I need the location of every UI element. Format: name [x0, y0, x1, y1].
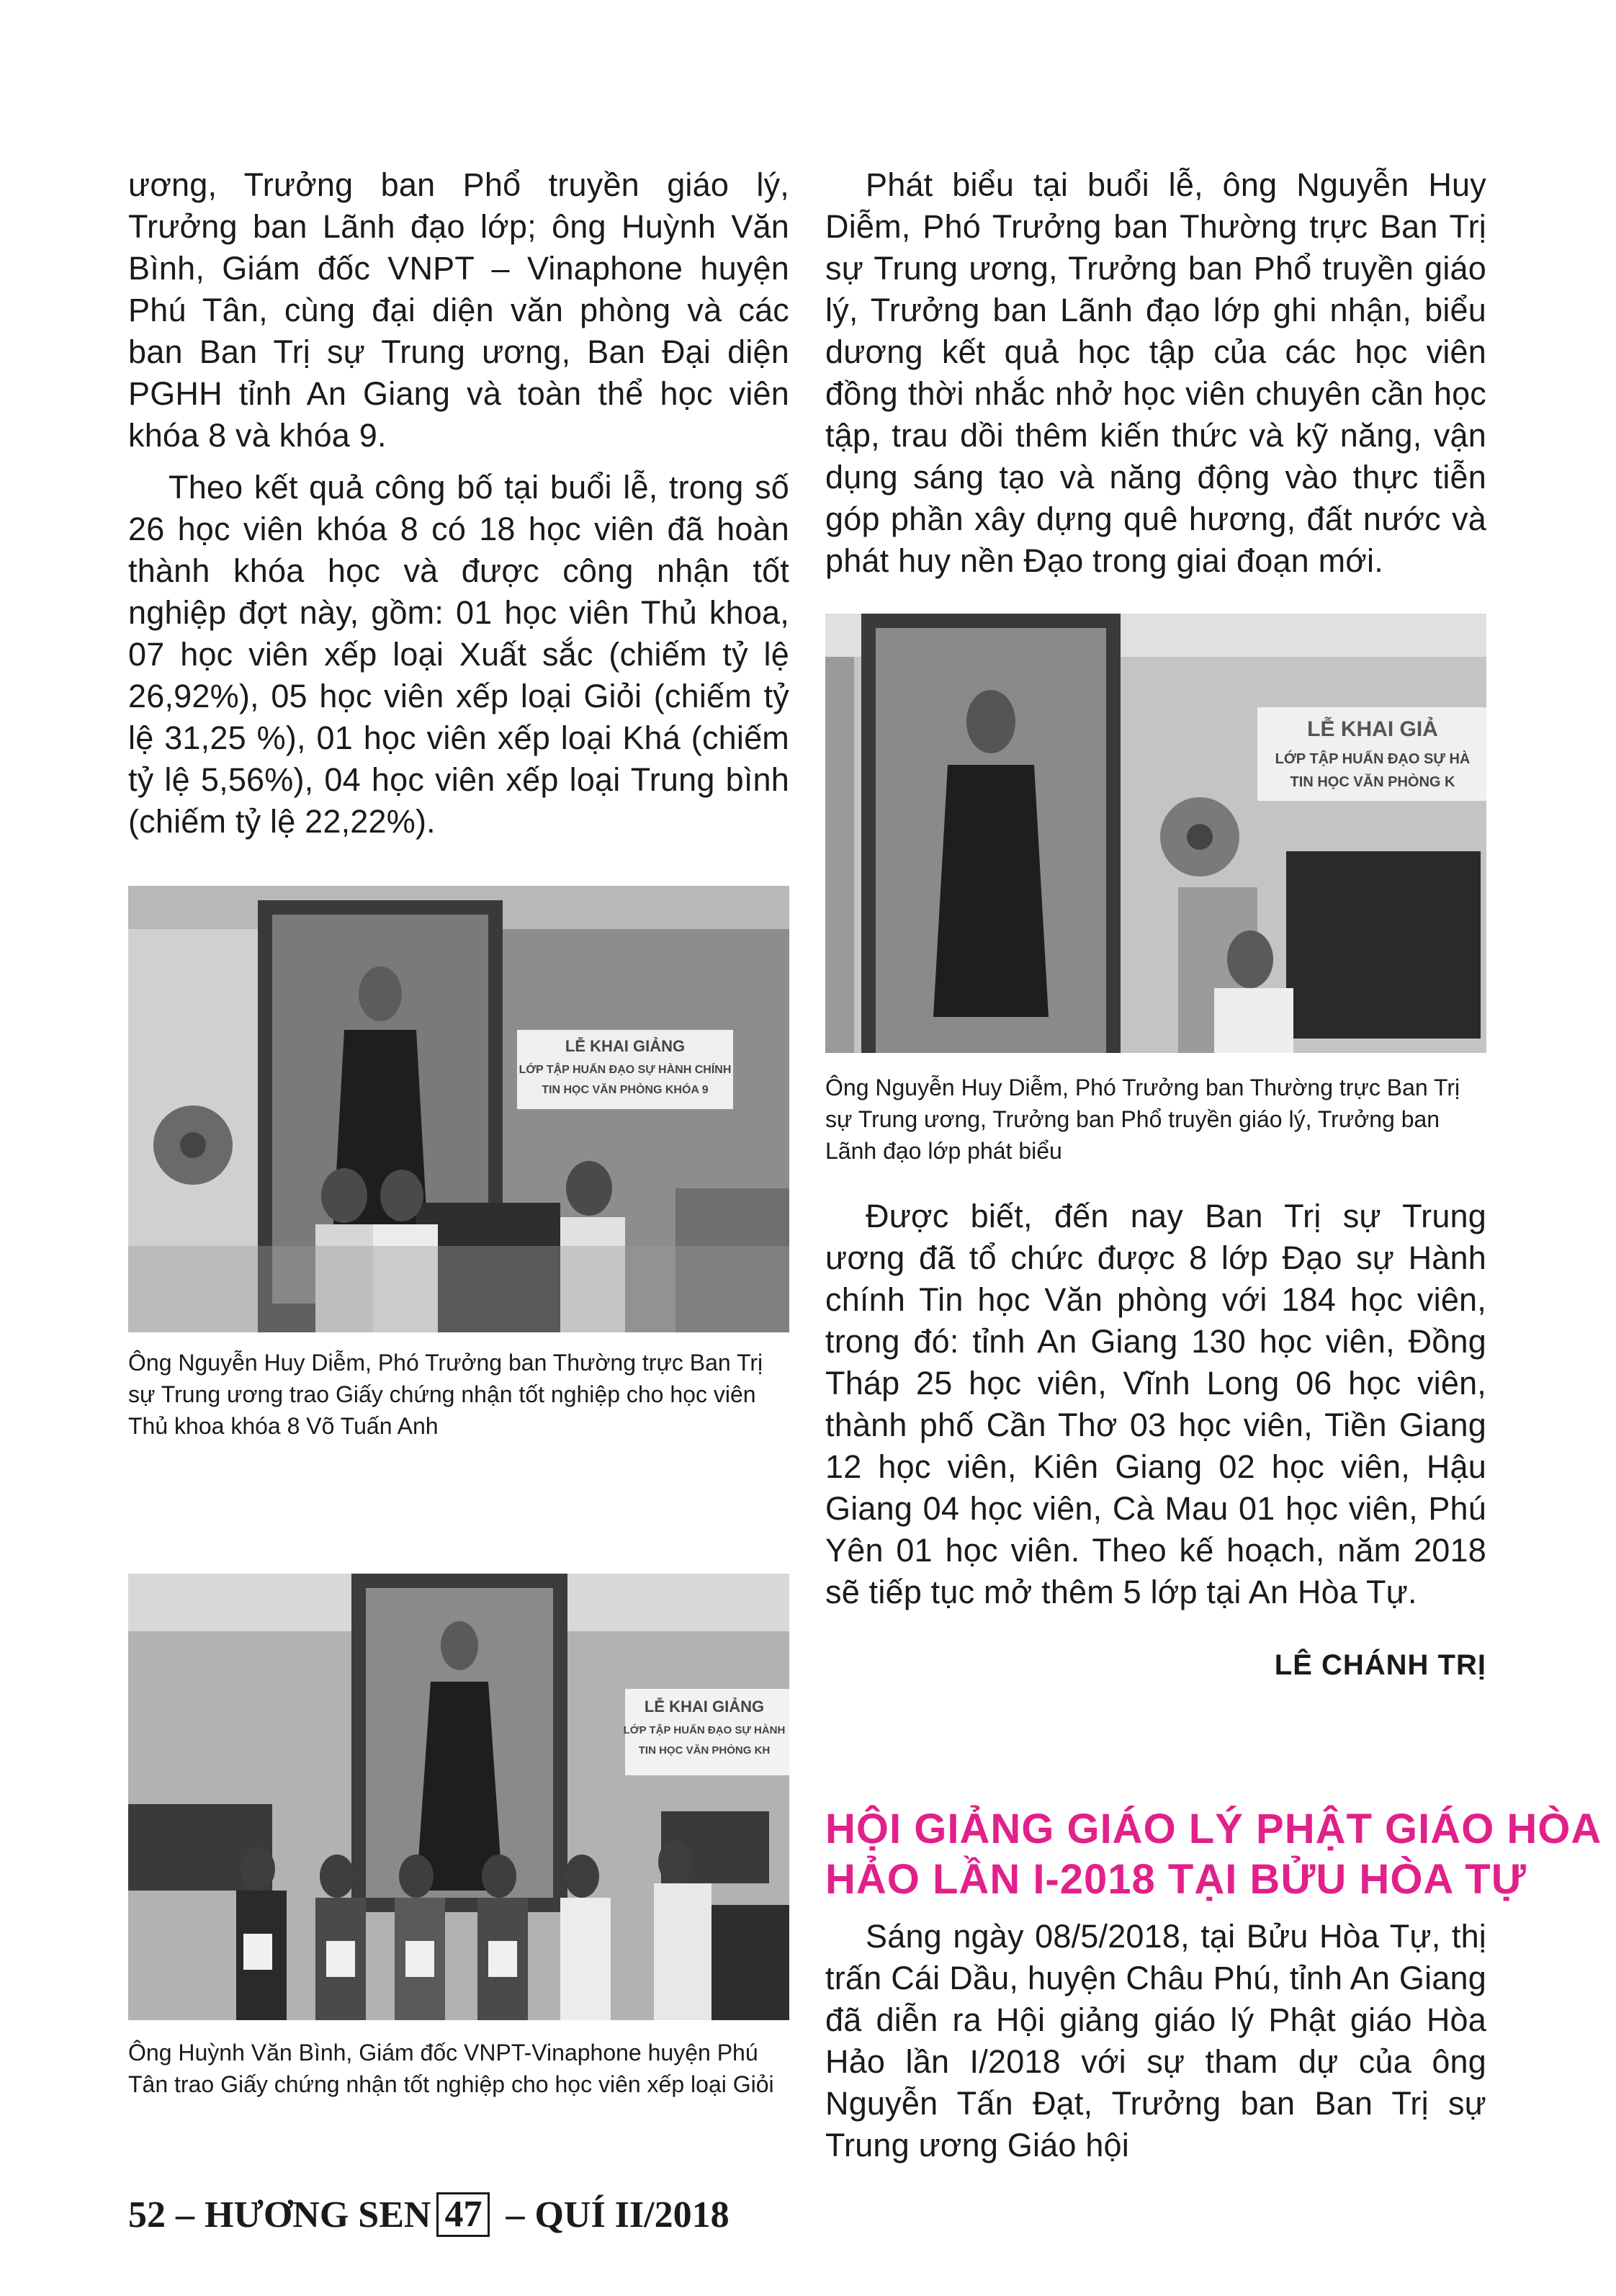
photo-2-caption: Ông Huỳnh Văn Bình, Giám đốc VNPT-Vinaphone huyện Phú Tân trao Giấy chứng nhận tốt nghiệp cho học viên xếp loại Giỏi [128, 2040, 774, 2097]
banner-text: LỄ KHAI GIẢ [1307, 717, 1438, 741]
footer-separator: – [506, 2194, 525, 2236]
photo-3-illustration [825, 614, 1486, 1053]
magazine-title: HƯƠNG SEN [205, 2194, 431, 2236]
left-column [128, 164, 789, 853]
issue-number: 47 [436, 2192, 490, 2237]
page-footer [128, 2189, 730, 2240]
banner-text: TIN HỌC VĂN PHÒNG KH [638, 1744, 771, 1757]
page-number: 52 [128, 2194, 166, 2236]
banner-text: LỚP TẬP HUẤN ĐẠO SỰ HÀNH CHÍNH [519, 1064, 732, 1076]
banner-text: LỚP TẬP HUẤN ĐẠO SỰ HÀNH [623, 1724, 786, 1736]
photo-certificate-valedictorian [128, 886, 789, 1332]
photo-speech [825, 614, 1486, 1053]
article-paragraph: Theo kết quả công bố tại buổi lễ, trong số 26 học viên khóa 8 có 18 học viên đã hoàn thành khóa học và được công nhận tốt nghiệp đợt này, gồm: 01 học viên Thủ khoa, 07 học viên xếp loại Xuất sắc (chiếm tỷ lệ 26,92%), 05 học viên xếp loại Giỏi (chiếm tỷ lệ 31,25 %), 01 học viên xếp loại Khá (chiếm tỷ lệ 5,56%), 04 học viên xếp loại Trung bình (chiếm tỷ lệ 22,22%). [128, 469, 789, 840]
article-headline [825, 1804, 1602, 1905]
article-paragraph: Sáng ngày 08/5/2018, tại Bửu Hòa Tự, thị trấn Cái Dầu, huyện Châu Phú, tỉnh An Giang đã diễn ra Hội giảng giáo lý Phật giáo Hòa Hảo lần I/2018 với sự tham dự của ông Nguyễn Tấn Đạt, Trưởng ban Ban Trị sự Trung ương Giáo hội [825, 1918, 1486, 2163]
article-paragraph: Được biết, đến nay Ban Trị sự Trung ương đã tổ chức được 8 lớp Đạo sự Hành chính Tin học Văn phòng với 184 học viên, trong đó: tỉnh An Giang 130 học viên, Đồng Tháp 25 học viên, Vĩnh Long 06 học viên, thành phố Cần Thơ 03 học viên, Tiền Giang 12 học viên, Kiên Giang 02 học viên, Hậu Giang 04 học viên, Cà Mau 01 học viên, Phú Yên 01 học viên. Theo kế hoạch, năm 2018 sẽ tiếp tục mở thêm 5 lớp tại An Hòa Tự. [825, 1198, 1486, 1610]
banner-text: LỚP TẬP HUẤN ĐẠO SỰ HÀ [1275, 751, 1471, 767]
photo-3-caption: Ông Nguyễn Huy Diễm, Phó Trưởng ban Thường trực Ban Trị sự Trung ương, Trưởng ban Phổ truyền giáo lý, Trưởng ban Lãnh đạo lớp phát biểu [825, 1075, 1460, 1164]
banner-text: LỄ KHAI GIẢNG [644, 1698, 765, 1716]
photo-certificate-good-students [128, 1574, 789, 2020]
headline-line: HỘI GIẢNG GIÁO LÝ PHẬT GIÁO HÒA [825, 1806, 1602, 1852]
photo-1-illustration [128, 886, 789, 1332]
article-paragraph: Phát biểu tại buổi lễ, ông Nguyễn Huy Diễm, Phó Trưởng ban Thường trực Ban Trị sự Trung ương, Trưởng ban Phổ truyền giáo lý, Trưởng ban Lãnh đạo lớp ghi nhận, biểu dương kết quả học tập của các học viên đồng thời nhắc nhở học viên chuyên cần học tập, trau dồi thêm kiến thức và kỹ năng, vận dụng sáng tạo và năng động vào thực tiễn góp phần xây dựng quê hương, đất nước và phát huy nền Đạo trong giai đoạn mới. [825, 166, 1486, 579]
article-paragraph: ương, Trưởng ban Phổ truyền giáo lý, Trưởng ban Lãnh đạo lớp; ông Huỳnh Văn Bình, Giám đốc VNPT – Vinaphone huyện Phú Tân, cùng đại diện văn phòng và các ban Ban Trị sự Trung ương, Ban Đại diện PGHH tỉnh An Giang và toàn thể học viên khóa 8 và khóa 9. [128, 166, 789, 454]
photo-2-illustration [128, 1574, 789, 2020]
banner-text: TIN HỌC VĂN PHÒNG K [1290, 774, 1455, 790]
author-byline: LÊ CHÁNH TRỊ [1274, 1649, 1486, 1681]
footer-separator: – [176, 2194, 194, 2236]
photo-1-caption: Ông Nguyễn Huy Diễm, Phó Trưởng ban Thường trực Ban Trị sự Trung ương trao Giấy chứng nhận tốt nghiệp cho học viên Thủ khoa khóa 8 Võ Tuấn Anh [128, 1350, 763, 1439]
banner-text: TIN HỌC VĂN PHÒNG KHÓA 9 [542, 1084, 709, 1096]
banner-text: LỄ KHAI GIẢNG [565, 1037, 686, 1055]
issue-quarter: QUÍ II/2018 [534, 2194, 730, 2236]
headline-line: HẢO LẦN I-2018 TẠI BỬU HÒA TỰ [825, 1856, 1527, 1903]
